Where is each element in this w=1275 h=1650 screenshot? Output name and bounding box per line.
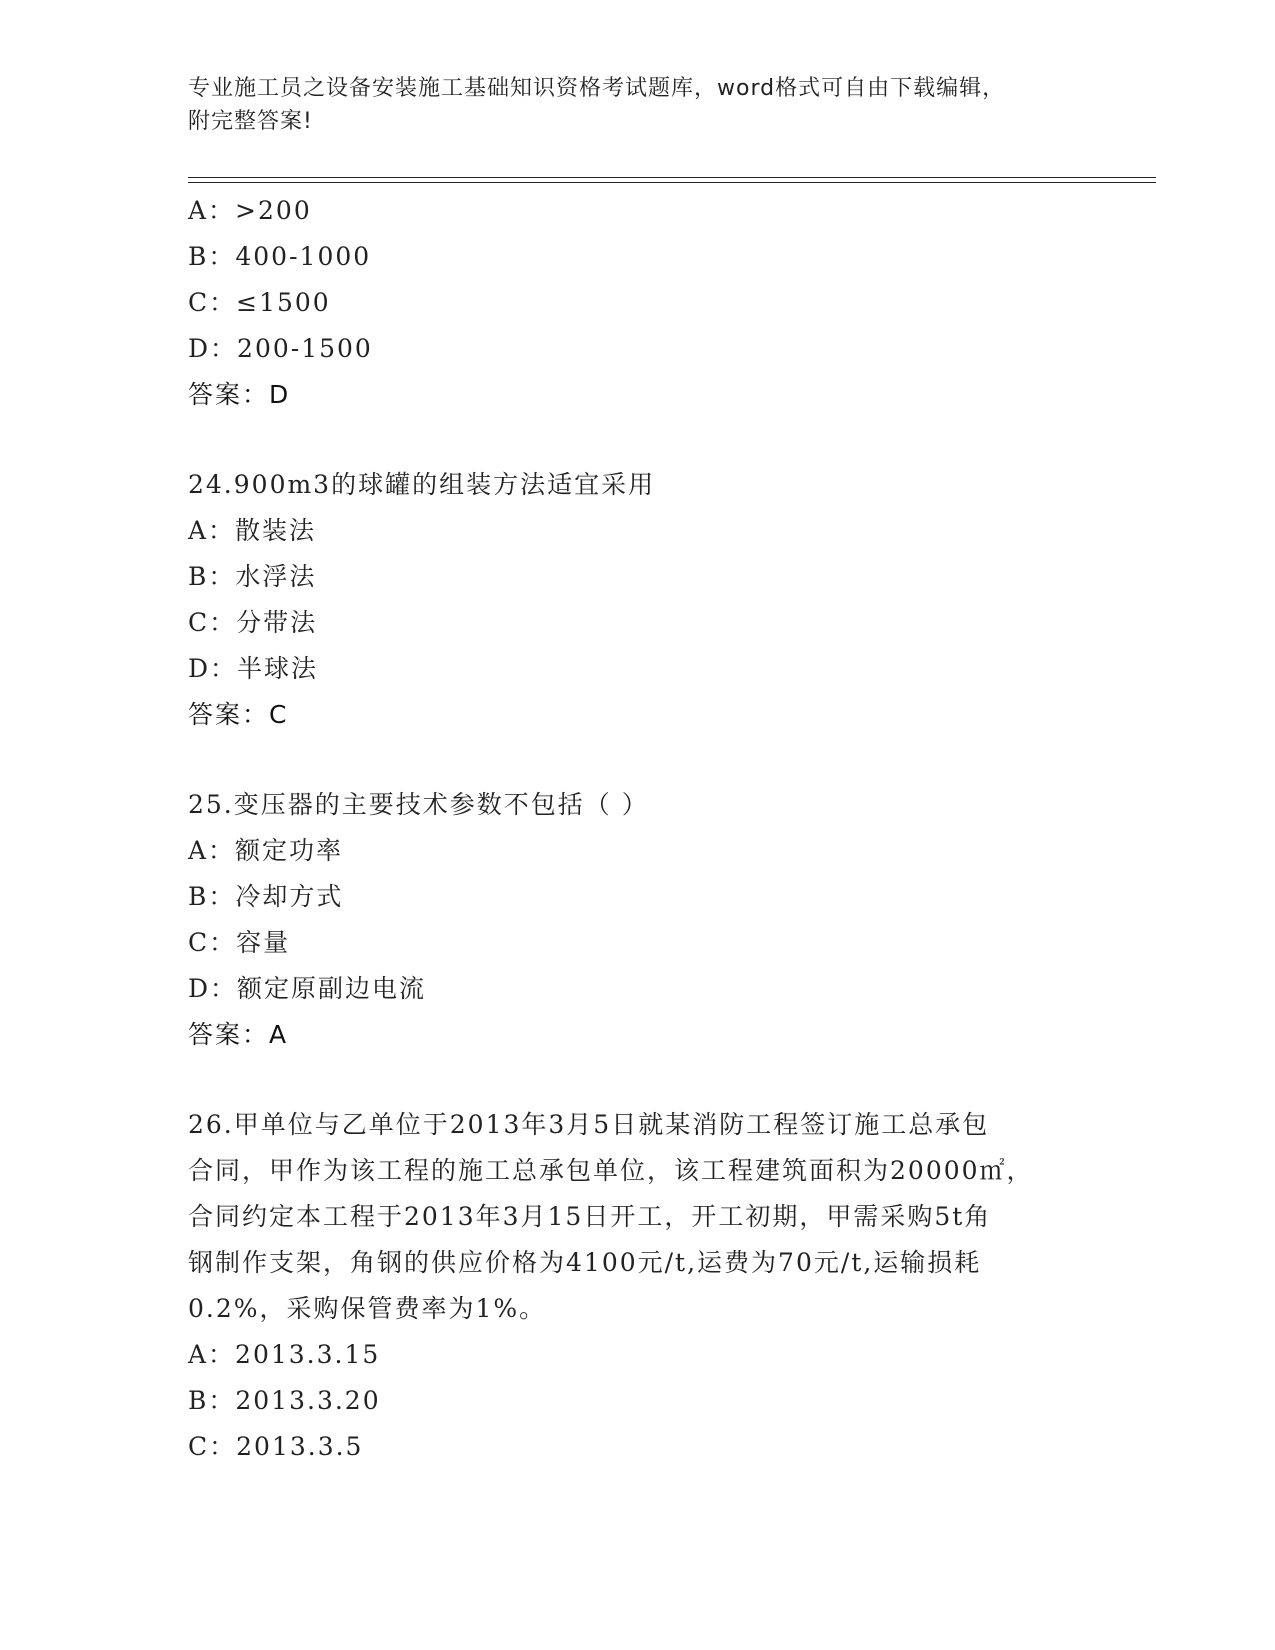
question-text: 26.甲单位与乙单位于2013年3月5日就某消防工程签订施工总承包 合同，甲作为该工程的施工总承包单位，该工程建筑面积为20000㎡， 合同约定本工程于2013年3月15日开工，开工初期，甲需采购5t角 钢制作支架，角钢的供应价格为4100元/t,运费为70元/t,运输损耗 0.2%，采购保管费率为1%。 (188, 1110, 1034, 1323)
header-divider-top (188, 177, 1156, 178)
header-title-line-1: 专业施工员之设备安装施工基础知识资格考试题库，word格式可自由下载编辑， (188, 76, 1006, 101)
question-block-25 (188, 782, 1068, 1058)
option-d: D：200-1500 (188, 334, 373, 363)
question-list (188, 188, 1068, 1470)
option-a: A：散装法 (188, 516, 317, 545)
option-a: A：>200 (188, 196, 312, 225)
option-b: B：2013.3.20 (188, 1386, 381, 1415)
question-text: 25.变压器的主要技术参数不包括（ ） (188, 790, 649, 819)
answer-line: 答案：D (188, 380, 291, 409)
option-b: B：冷却方式 (188, 882, 344, 911)
option-a: A：2013.3.15 (188, 1340, 381, 1369)
question-block-24 (188, 462, 1068, 738)
answer-line: 答案：A (188, 1020, 289, 1049)
question-block-23 (188, 188, 1068, 418)
header-title-line-2: 附完整答案! (188, 109, 313, 134)
option-b: B：水浮法 (188, 562, 317, 591)
answer-line: 答案：C (188, 700, 289, 729)
option-b: B：400-1000 (188, 242, 372, 271)
option-a: A：额定功率 (188, 836, 344, 865)
option-c: C：容量 (188, 928, 291, 957)
document-header (188, 72, 1068, 138)
option-d: D：额定原副边电流 (188, 974, 427, 1003)
option-c: C：分带法 (188, 608, 318, 637)
header-divider-bottom (188, 182, 1156, 183)
option-c: C：2013.3.5 (188, 1432, 364, 1461)
option-d: D：半球法 (188, 654, 319, 683)
question-text: 24.900m3的球罐的组装方法适宜采用 (188, 470, 656, 499)
option-c: C：≤1500 (188, 288, 331, 317)
question-block-26 (188, 1102, 1068, 1470)
